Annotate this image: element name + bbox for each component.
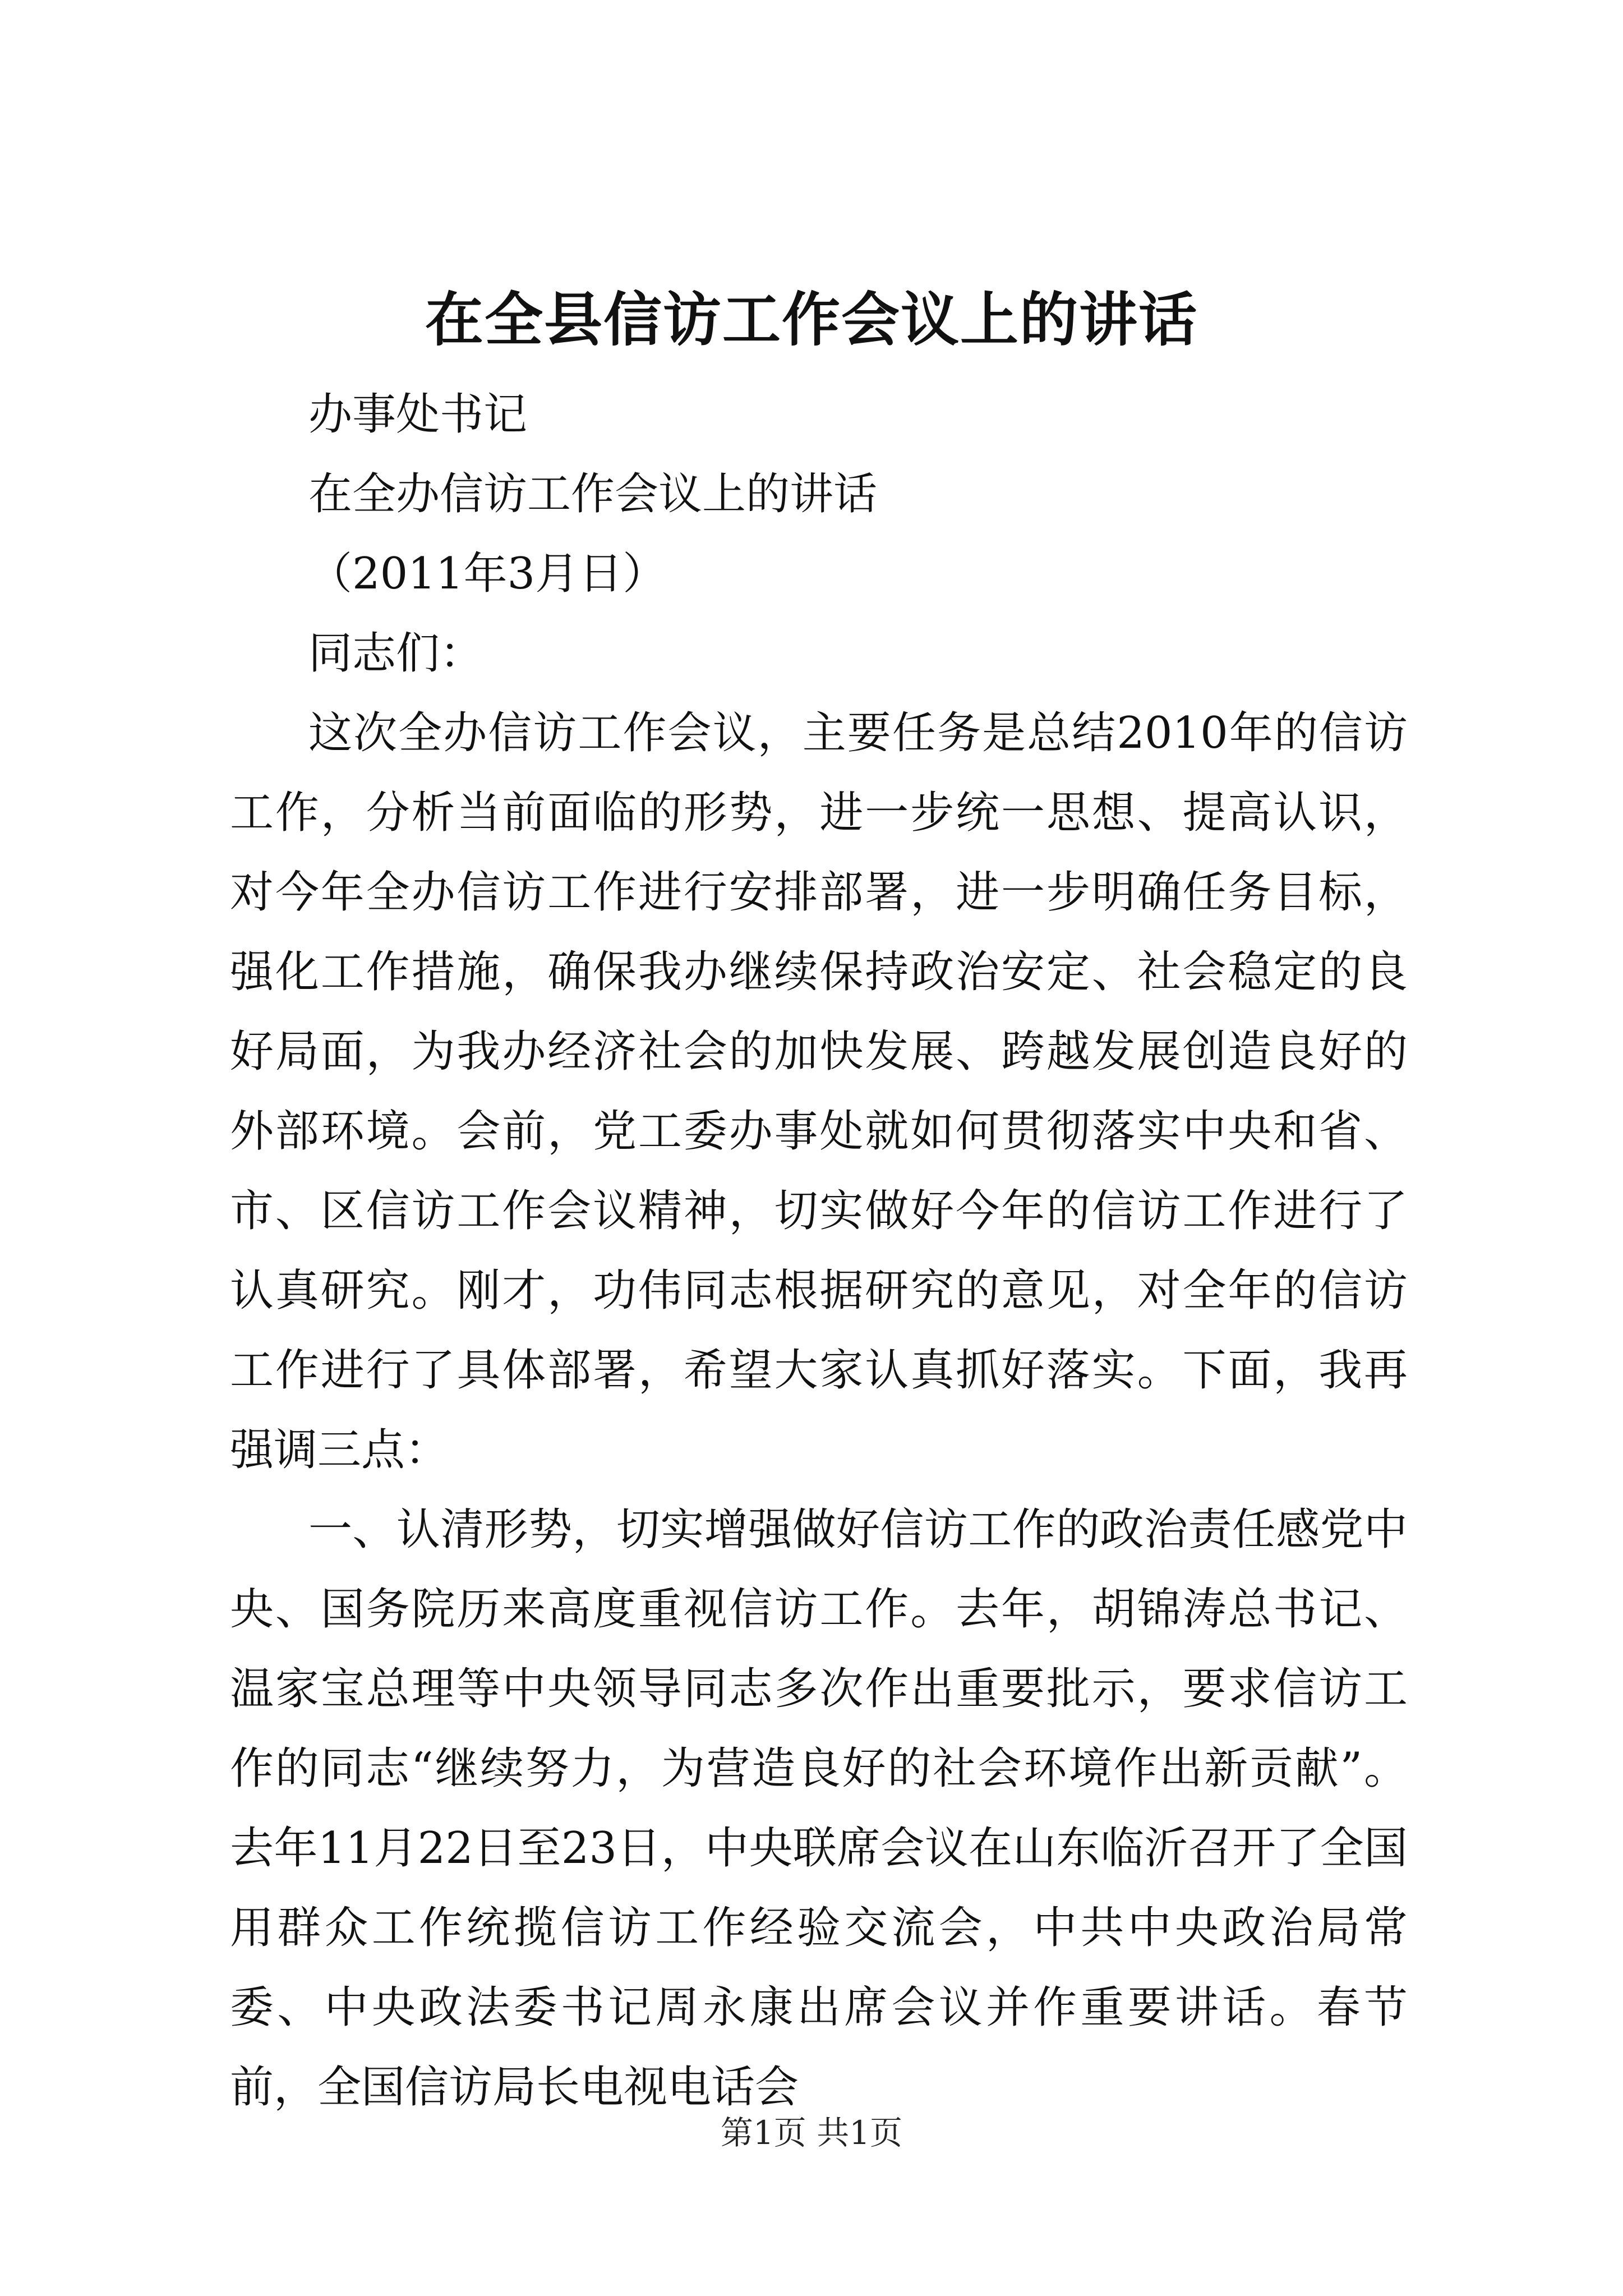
subtitle-line: 在全办信访工作会议上的讲话 — [308, 469, 878, 519]
body-paragraph: 这次全办信访工作会议，主要任务是总结2010年的信访工作，分析当前面临的形势，进一步统一思想、提高认识，对今年全办信访工作进行安排部署，进一步明确任务目标，强化工作措施，确保我办继续保持政治安定、社会稳定的良好局面，为我办经济社会的加快发展、跨越发展创造良好的外部环境。会前，党工委办事处就如何贯彻落实中央和省、市、区信访工作会议精神，切实做好今年的信访工作进行了认真研究。刚才，功伟同志根据研究的意见，对全年的信访工作进行了具体部署，希望大家认真抓好落实。下面，我再强调三点： — [230, 708, 1408, 1475]
document-body — [230, 375, 1408, 2127]
date-line: （2011年3月日） — [308, 549, 667, 599]
page-number: 第1页 共1页 — [720, 2114, 903, 2152]
salutation-line: 同志们： — [308, 628, 484, 679]
document-title: 在全县信访工作会议上的讲话 — [425, 285, 1198, 354]
speaker-line: 办事处书记 — [308, 389, 528, 440]
body-paragraph: 一、认清形势，切实增强做好信访工作的政治责任感党中央、国务院历来高度重视信访工作。去年，胡锦涛总书记、温家宝总理等中央领导同志多次作出重要批示，要求信访工作的同志“继续努力，为营造良好的社会环境作出新贡献”。去年11月22日至23日，中央联席会议在山东临沂召开了全国用群众工作统揽信访工作经验交流会，中共中央政治局常委、中央政法委书记周永康出席会议并作重要讲话。春节前，全国信访局长电视电话会 — [230, 1504, 1408, 2113]
